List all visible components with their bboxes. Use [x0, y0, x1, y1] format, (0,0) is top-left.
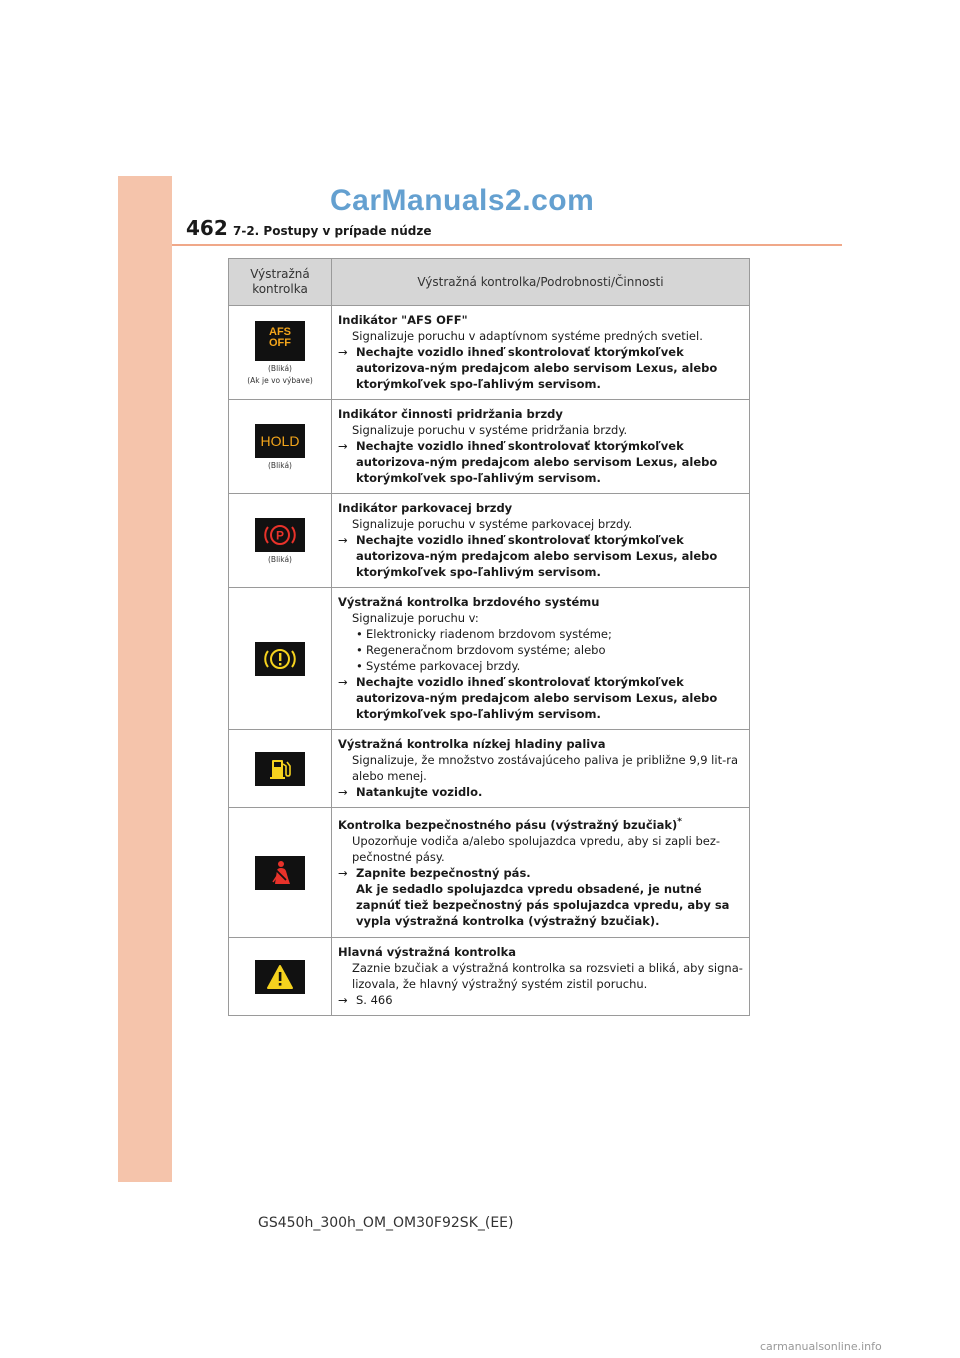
- page-reference: S. 466: [356, 993, 393, 1007]
- row-action-detail: Ak je sedadlo spolujazdca vpredu obsadené, je nutné zapnúť tiež bezpečnostný pás spolujazdca vpredu, aby sa vypla výstražná kontrolka (výstražný bzučiak).: [356, 881, 730, 928]
- row-action: Natankujte vozidlo.: [356, 785, 483, 799]
- row-action: Nechajte vozidlo ihneď skontrolovať ktorýmkoľvek autorizova-ným predajcom alebo servisom Lexus, alebo ktorýmkoľvek spo-ľahlivým servisom.: [356, 675, 718, 721]
- table-row: [229, 306, 750, 400]
- list-item: • Systéme parkovacej brzdy.: [338, 658, 743, 674]
- seat-belt-icon: [255, 856, 305, 890]
- afs-icon-text-2: OFF: [269, 336, 291, 349]
- table-row: [229, 588, 750, 730]
- footnote-mark: *: [677, 817, 682, 827]
- watermark: CarManuals2.com: [330, 184, 595, 217]
- page-number: 462: [186, 216, 228, 240]
- row-description: Zaznie bzučiak a výstražná kontrolka sa rozsvieti a bliká, aby signa-lizovala, že hlavný výstražný systém zistil poruchu.: [352, 961, 743, 991]
- header-rule: [172, 244, 842, 246]
- table-header-row: [229, 259, 750, 306]
- row-title: Hlavná výstražná kontrolka: [338, 945, 517, 959]
- document-code: GS450h_300h_OM_OM30F92SK_(EE): [258, 1215, 514, 1231]
- flash-note: (Bliká): [268, 460, 292, 470]
- flash-note: (Bliká): [268, 363, 292, 373]
- row-description: Signalizuje, že množstvo zostávajúceho paliva je približne 9,9 lit-ra alebo menej.: [352, 753, 738, 783]
- row-action: Nechajte vozidlo ihneď skontrolovať ktorýmkoľvek autorizova-ným predajcom alebo servisom Lexus, alebo ktorýmkoľvek spo-ľahlivým servisom.: [356, 345, 718, 391]
- table-row: [229, 938, 750, 1016]
- row-title: Indikátor činnosti pridržania brzdy: [338, 407, 563, 421]
- table-row: [229, 730, 750, 808]
- row-title: Výstražná kontrolka brzdového systému: [338, 595, 600, 609]
- row-action: Nechajte vozidlo ihneď skontrolovať ktorýmkoľvek autorizova-ným predajcom alebo servisom Lexus, alebo ktorýmkoľvek spo-ľahlivým servisom.: [356, 439, 718, 485]
- arrow-icon: →: [338, 993, 348, 1007]
- row-description: Signalizuje poruchu v adaptívnom systéme predných svetiel.: [352, 329, 703, 343]
- parking-brake-icon: [255, 518, 305, 552]
- afs-icon-text-1: AFS: [269, 325, 291, 338]
- table-row: [229, 400, 750, 494]
- afs-off-icon: [255, 321, 305, 361]
- col1-header-line2: kontrolka: [252, 282, 308, 296]
- flash-note: (Bliká): [268, 554, 292, 564]
- col-header-light: [229, 259, 332, 306]
- col-header-details: Výstražná kontrolka/Podrobnosti/Činnosti: [332, 259, 750, 306]
- row-title: Kontrolka bezpečnostného pásu (výstražný bzučiak): [338, 817, 678, 832]
- section-title: 7-2. Postupy v prípade núdze: [233, 224, 432, 238]
- arrow-icon: →: [338, 865, 348, 880]
- table-row: [229, 494, 750, 588]
- side-strip: [118, 176, 172, 1182]
- row-action: Zapnite bezpečnostný pás.: [356, 865, 531, 880]
- row-title: Indikátor parkovacej brzdy: [338, 501, 513, 515]
- svg-text:P: P: [275, 528, 285, 542]
- row-title: Výstražná kontrolka nízkej hladiny paliva: [338, 737, 606, 751]
- list-item: • Elektronicky riadenom brzdovom systéme;: [338, 626, 743, 642]
- master-warning-icon: [255, 960, 305, 994]
- row-description: Upozorňuje vodiča a/alebo spolujazdca vpredu, aby si zapli bez-pečnostné pásy.: [352, 833, 721, 864]
- arrow-icon: →: [338, 345, 348, 359]
- low-fuel-icon: [255, 752, 305, 786]
- row-description: Signalizuje poruchu v systéme parkovacej brzdy.: [352, 517, 633, 531]
- table-row: [229, 808, 750, 938]
- row-description: Signalizuje poruchu v:: [352, 611, 479, 625]
- row-description: Signalizuje poruchu v systéme pridržania brzdy.: [352, 423, 628, 437]
- brake-system-warning-icon: [255, 642, 305, 676]
- arrow-icon: →: [338, 675, 348, 689]
- footer-watermark: carmanualsonline.info: [760, 1340, 882, 1353]
- arrow-icon: →: [338, 439, 348, 453]
- hold-icon: HOLD: [255, 424, 305, 458]
- equipment-note: (Ak je vo výbave): [247, 375, 313, 385]
- arrow-icon: →: [338, 785, 348, 799]
- row-action: Nechajte vozidlo ihneď skontrolovať ktorýmkoľvek autorizova-ným predajcom alebo servisom Lexus, alebo ktorýmkoľvek spo-ľahlivým servisom.: [356, 533, 718, 579]
- arrow-icon: →: [338, 533, 348, 547]
- warning-lights-table: [228, 258, 750, 1016]
- row-title: Indikátor "AFS OFF": [338, 313, 468, 327]
- list-item: • Regeneračnom brzdovom systéme; alebo: [338, 642, 743, 658]
- col1-header-line1: Výstražná: [250, 267, 310, 281]
